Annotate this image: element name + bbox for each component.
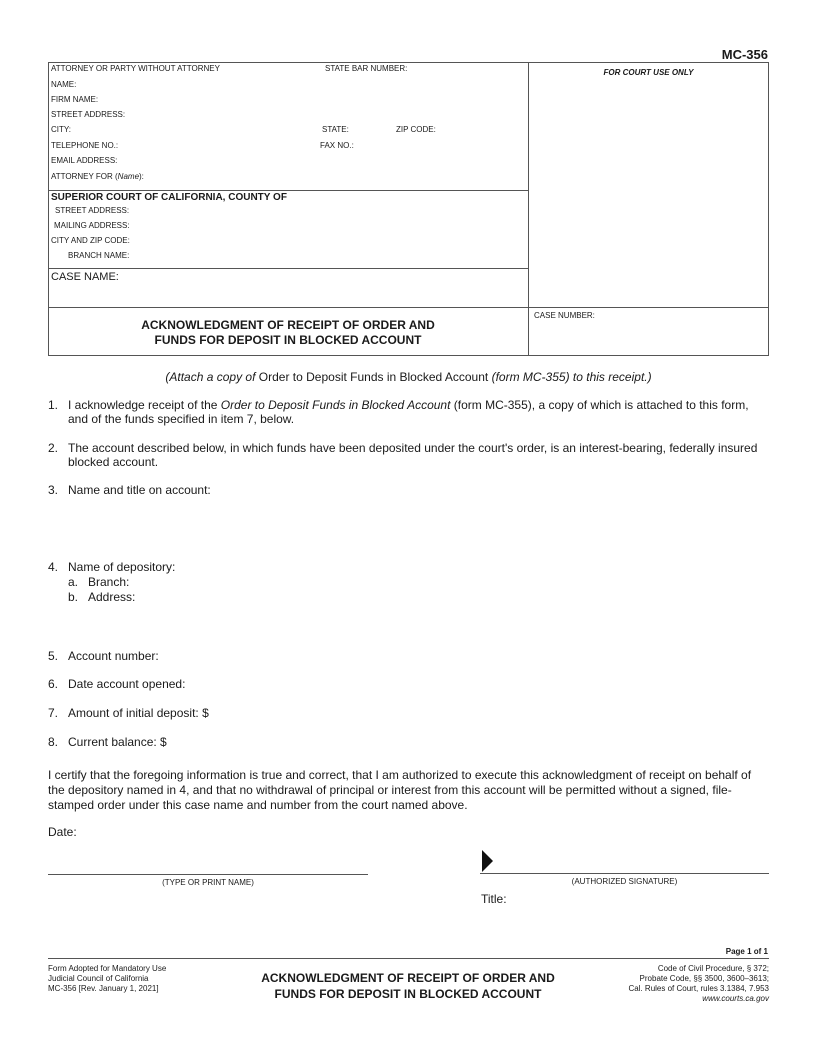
telephone-label: TELEPHONE NO.:: [51, 141, 119, 150]
item-6-text: Date account opened:: [68, 677, 186, 691]
attach-note-part3: (form MC-355) to this receipt.): [488, 370, 652, 384]
footer-left-line3: MC-356 [Rev. January 1, 2021]: [48, 984, 159, 993]
item-4-number: 4.: [48, 560, 59, 574]
item-8-text: Current balance: $: [68, 735, 167, 749]
item-5-number: 5.: [48, 649, 59, 663]
item-1-line2: and of the funds specified in item 7, below.: [68, 412, 295, 426]
footer-right-line1: Code of Civil Procedure, § 372;: [657, 964, 769, 973]
attorney-for-text: ATTORNEY FOR (: [51, 172, 118, 181]
certify-line2: the depository named in 4, and that no withdrawal of principal or interest from this account will be permitted without a signed, file-: [48, 783, 732, 797]
item-1-text-a: I acknowledge receipt of the: [68, 398, 221, 412]
state-label: STATE:: [322, 125, 349, 134]
footer-left-line2: Judicial Council of California: [48, 974, 149, 983]
item-4b-letter: b.: [68, 590, 79, 604]
court-use-label: FOR COURT USE ONLY: [603, 68, 694, 77]
certify-line1: I certify that the foregoing information is true and correct, that I am authorized to execute this acknowledgment of receipt on behalf of: [48, 768, 752, 782]
zip-code-label: ZIP CODE:: [396, 125, 436, 134]
court-street-label: STREET ADDRESS:: [55, 206, 130, 215]
case-name-label: CASE NAME:: [51, 271, 119, 283]
item-2-line2: blocked account.: [68, 455, 159, 469]
case-name-divider: [48, 307, 769, 308]
item-6-number: 6.: [48, 677, 59, 691]
court-title: SUPERIOR COURT OF CALIFORNIA, COUNTY OF: [51, 192, 287, 203]
footer-title-line1: ACKNOWLEDGMENT OF RECEIPT OF ORDER AND: [261, 971, 555, 985]
signature-arrow-icon: [482, 850, 493, 872]
caption-title-line1: ACKNOWLEDGMENT OF RECEIPT OF ORDER AND: [141, 318, 435, 332]
attorney-for-close: ):: [139, 172, 144, 181]
street-address-label: STREET ADDRESS:: [51, 110, 126, 119]
certify-line3: stamped order under this case name and number from the court named above.: [48, 798, 468, 812]
case-number-label: CASE NUMBER:: [534, 311, 595, 320]
footer-divider: [48, 958, 769, 959]
court-city-zip-label: CITY AND ZIP CODE:: [51, 236, 130, 245]
caption-title-line2: FUNDS FOR DEPOSIT IN BLOCKED ACCOUNT: [154, 333, 422, 347]
date-label: Date:: [48, 825, 77, 839]
item-4-text: Name of depository:: [68, 560, 176, 574]
state-bar-label: STATE BAR NUMBER:: [325, 64, 408, 73]
item-4a-text: Branch:: [88, 575, 130, 589]
page-number: Page 1 of 1: [725, 947, 768, 956]
footer-right-line3: Cal. Rules of Court, rules 3.1384, 7.953: [628, 984, 769, 993]
item-7-number: 7.: [48, 706, 59, 720]
item-3-text: Name and title on account:: [68, 483, 211, 497]
email-label: EMAIL ADDRESS:: [51, 156, 118, 165]
item-3-number: 3.: [48, 483, 59, 497]
item-1-text-c: (form MC-355), a copy of which is attached to this form,: [450, 398, 749, 412]
title-label: Title:: [481, 892, 507, 906]
print-name-line[interactable]: [48, 874, 368, 875]
attach-note-part1: (Attach a copy of: [165, 370, 259, 384]
attach-note: [48, 370, 769, 385]
attorney-for-name-hint: Name: [117, 172, 140, 181]
item-2-line1: The account described below, in which funds have been deposited under the court's order, is an interest-bearing, federally insured: [68, 441, 758, 455]
court-section-divider: [48, 268, 528, 269]
item-4a-letter: a.: [68, 575, 79, 589]
footer-title-line2: FUNDS FOR DEPOSIT IN BLOCKED ACCOUNT: [274, 987, 542, 1001]
attorney-for-label: [51, 172, 144, 182]
attorney-label: ATTORNEY OR PARTY WITHOUT ATTORNEY: [51, 64, 220, 73]
item-7-text: Amount of initial deposit: $: [68, 706, 209, 720]
item-1-line1: [68, 398, 749, 413]
attorney-section-divider: [48, 190, 528, 191]
footer-website-link[interactable]: www.courts.ca.gov: [702, 994, 769, 1003]
form-number: MC-356: [721, 47, 768, 62]
print-name-label: (TYPE OR PRINT NAME): [162, 878, 254, 887]
caption-divider-vertical: [528, 62, 529, 356]
item-8-number: 8.: [48, 735, 59, 749]
item-5-text: Account number:: [68, 649, 159, 663]
signature-label: (AUTHORIZED SIGNATURE): [571, 877, 678, 886]
firm-name-label: FIRM NAME:: [51, 95, 99, 104]
item-1-number: 1.: [48, 398, 59, 412]
item-1-text-b: Order to Deposit Funds in Blocked Account: [220, 398, 451, 412]
item-4b-text: Address:: [88, 590, 136, 604]
footer-right-line2: Probate Code, §§ 3500, 3600–3613;: [639, 974, 769, 983]
signature-line[interactable]: [480, 873, 769, 874]
court-branch-label: BRANCH NAME:: [68, 251, 130, 260]
court-mailing-label: MAILING ADDRESS:: [54, 221, 130, 230]
name-label: NAME:: [51, 80, 77, 89]
city-label: CITY:: [51, 125, 72, 134]
attach-note-part2: Order to Deposit Funds in Blocked Account: [258, 370, 489, 384]
item-2-number: 2.: [48, 441, 59, 455]
footer-left-line1: Form Adopted for Mandatory Use: [48, 964, 167, 973]
caption-box: [48, 62, 769, 356]
fax-label: FAX NO.:: [320, 141, 354, 150]
